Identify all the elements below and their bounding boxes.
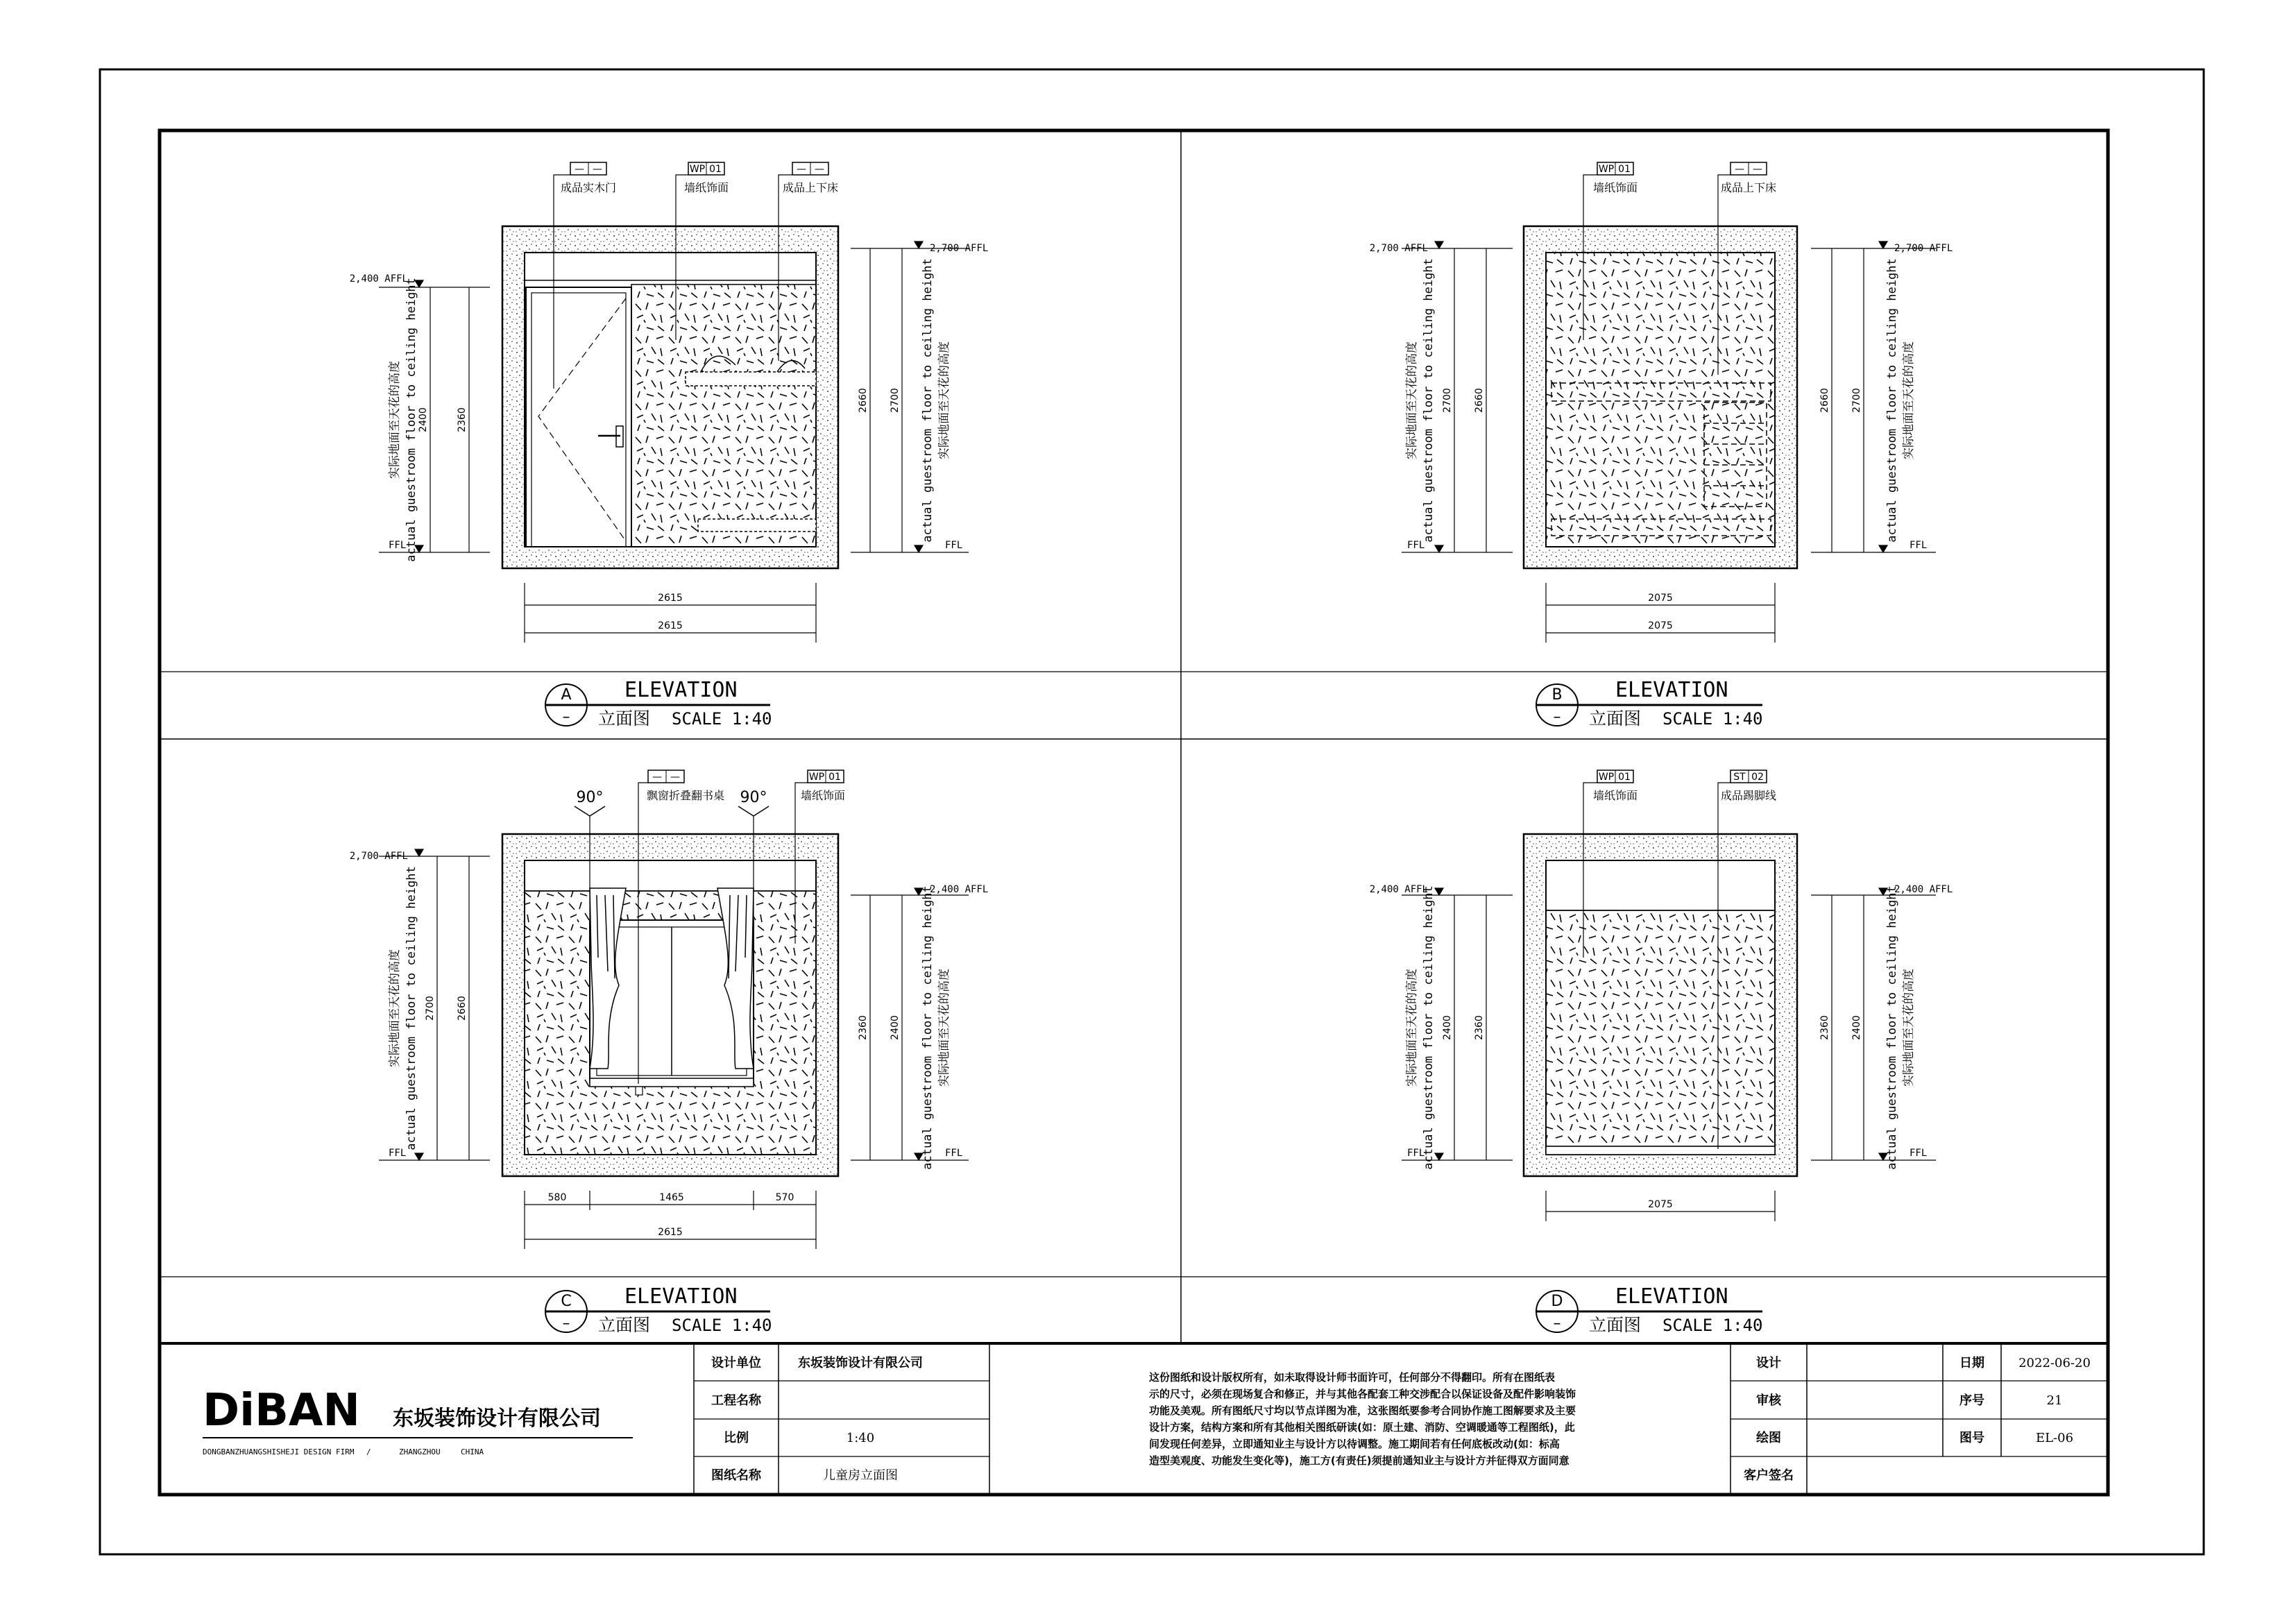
height-note-cn: 实际地面至天花的高度 xyxy=(1902,341,1916,459)
row-label: 审核 xyxy=(1756,1393,1781,1408)
elevation-heading: ELEVATION xyxy=(1615,1284,1728,1309)
tag-number: 01 xyxy=(1618,772,1631,783)
height-note-cn: 实际地面至天花的高度 xyxy=(1405,341,1419,459)
height-note-en: actual guestroom floor to ceiling height xyxy=(405,866,418,1150)
height-note-cn: 实际地面至天花的高度 xyxy=(388,361,402,479)
tag-label-skirting: 成品踢脚线 xyxy=(1720,789,1777,802)
height-note-cn: 实际地面至天花的高度 xyxy=(1902,969,1916,1087)
level-label: 2,700 AFFL xyxy=(930,243,989,254)
elevation-cn: 立面图 xyxy=(1589,1315,1642,1335)
right-dimensions xyxy=(1811,884,1953,1170)
tag-label-bunk-bed: 成品上下床 xyxy=(782,181,839,194)
ffl-label: FFL xyxy=(1910,1148,1928,1159)
row-value: 1:40 xyxy=(846,1431,875,1445)
elevation-sub: – xyxy=(562,708,570,726)
dim-height: 2700 xyxy=(1851,388,1862,413)
height-note-cn: 实际地面至天花的高度 xyxy=(937,341,951,459)
wallpaper-panel xyxy=(1546,910,1775,1146)
tag-code: WP xyxy=(689,164,706,175)
height-note-en: actual guestroom floor to ceiling height xyxy=(1422,258,1436,543)
elevation-title xyxy=(545,678,772,729)
notice-line: 设计方案，结构方案和所有其他相关图纸研读(如：原土建、消防、空调暖通等工程图纸)，此 xyxy=(1149,1421,1575,1434)
dim-height: 2660 xyxy=(858,388,869,413)
elevation-a xyxy=(350,162,989,729)
right-dimensions xyxy=(851,884,988,1170)
level-label: 2,400 AFFL xyxy=(349,273,408,284)
left-dimensions xyxy=(350,849,490,1160)
ffl-label: FFL xyxy=(389,540,407,551)
copyright-notice xyxy=(1149,1371,1576,1468)
level-label: 2,700 AFFL xyxy=(1369,243,1428,254)
elevation-d xyxy=(1370,770,1953,1335)
notice-line: 示的尺寸，必须在现场复合和修正，并与其他各配套工种交涉配合以保证设备及配件影响装饰 xyxy=(1149,1388,1576,1400)
elevation-scale: SCALE 1:40 xyxy=(672,1316,772,1335)
height-note-en: actual guestroom floor to ceiling height xyxy=(921,258,935,543)
tag-label-wallpaper: 墙纸饰面 xyxy=(683,181,729,194)
elevation-heading: ELEVATION xyxy=(624,678,738,702)
left-dimensions xyxy=(1370,241,1513,552)
elevation-sub: – xyxy=(1553,708,1561,726)
angle-label: 90° xyxy=(740,789,767,806)
dim-height: 2660 xyxy=(1474,388,1485,413)
height-note-cn: 实际地面至天花的高度 xyxy=(937,969,951,1087)
dim-height: 2360 xyxy=(858,1015,869,1040)
tag-number: — xyxy=(815,164,824,175)
angle-label: 90° xyxy=(576,789,604,806)
dim-width: 2075 xyxy=(1648,1199,1673,1210)
wallpaper-panel xyxy=(631,284,816,547)
ffl-label: FFL xyxy=(1407,540,1425,551)
dim-height: 2360 xyxy=(1819,1015,1830,1040)
elevation-sub: – xyxy=(562,1315,570,1332)
tag-label-wallpaper: 墙纸饰面 xyxy=(1592,789,1638,802)
row-label: 工程名称 xyxy=(711,1393,761,1408)
row-label: 设计单位 xyxy=(711,1356,761,1370)
dim-height: 2400 xyxy=(418,407,429,432)
left-dimensions xyxy=(350,273,490,562)
notice-line: 这份图纸和设计版权所有，如未取得设计师书面许可，任何部分不得翻印。所有在图纸表 xyxy=(1149,1371,1556,1384)
dim-height: 2660 xyxy=(457,996,468,1021)
height-note-en: actual guestroom floor to ceiling height xyxy=(1885,885,1899,1170)
dim-height: 2700 xyxy=(890,388,901,413)
height-note-cn: 实际地面至天花的高度 xyxy=(1405,969,1419,1087)
bottom-dimensions xyxy=(1546,1191,1775,1221)
row-label: 比例 xyxy=(724,1431,749,1445)
sequence-value: 21 xyxy=(2046,1393,2063,1408)
tag-number: — xyxy=(593,164,602,175)
tag-label-wallpaper: 墙纸饰面 xyxy=(800,789,846,802)
row-label: 客户签名 xyxy=(1744,1468,1794,1483)
dim-width: 2615 xyxy=(658,1227,683,1238)
level-label: 2,400 AFFL xyxy=(930,884,989,895)
company-logo-area xyxy=(203,1385,633,1456)
right-dimensions xyxy=(851,241,988,552)
dim-height: 2700 xyxy=(425,996,436,1021)
dim-width: 2615 xyxy=(658,620,683,631)
bottom-dimensions xyxy=(525,583,816,643)
right-dimensions xyxy=(1811,241,1953,552)
elevation-heading: ELEVATION xyxy=(624,1284,738,1309)
ffl-label: FFL xyxy=(1910,540,1928,551)
height-note-en: actual guestroom floor to ceiling height xyxy=(405,278,418,562)
company-city: ZHANGZHOU xyxy=(399,1447,441,1456)
wallpaper-panel xyxy=(1546,253,1775,547)
dim-width: 2075 xyxy=(1648,620,1673,631)
elevation-title xyxy=(545,1284,772,1335)
ffl-label: FFL xyxy=(945,540,963,551)
ffl-label: FFL xyxy=(1407,1148,1425,1159)
row-label: 序号 xyxy=(1959,1393,1984,1408)
tag-label-door: 成品实木门 xyxy=(560,181,617,194)
elevation-cn: 立面图 xyxy=(1589,708,1642,729)
company-slash: / xyxy=(366,1447,371,1456)
dim-height: 2360 xyxy=(1474,1015,1485,1040)
notice-line: 造型美观度、功能发生变化等)，施工方(有责任)须提前通知业主与设计方并征得双方面同意 xyxy=(1149,1454,1570,1467)
dim-width: 570 xyxy=(775,1192,794,1203)
elevation-scale: SCALE 1:40 xyxy=(1663,1316,1763,1335)
elevation-letter: B xyxy=(1551,686,1563,704)
elevation-scale: SCALE 1:40 xyxy=(1663,709,1763,729)
elevation-heading: ELEVATION xyxy=(1615,678,1728,702)
height-note-cn: 实际地面至天花的高度 xyxy=(388,949,402,1067)
dim-height: 2400 xyxy=(890,1015,901,1040)
row-value: 儿童房立面图 xyxy=(823,1468,898,1483)
elevation-letter: C xyxy=(561,1293,572,1310)
tag-code: ST xyxy=(1733,772,1746,783)
elevation-sub: – xyxy=(1553,1315,1561,1332)
height-note-en: actual guestroom floor to ceiling height xyxy=(1885,258,1899,543)
dim-height: 2400 xyxy=(1442,1015,1453,1040)
drawing-number-value: EL-06 xyxy=(2035,1431,2074,1445)
level-label: 2,400 AFFL xyxy=(1369,884,1428,895)
company-name-en: DONGBANZHUANGSHISHEJI DESIGN FIRM xyxy=(203,1447,355,1456)
elevation-cn: 立面图 xyxy=(598,708,651,729)
tag-code: WP xyxy=(1598,164,1615,175)
row-label: 图纸名称 xyxy=(711,1468,761,1483)
title-block xyxy=(203,1343,2108,1495)
level-label: 2,700 AFFL xyxy=(349,851,408,862)
tag-number: 01 xyxy=(1618,164,1631,175)
elevation-cn: 立面图 xyxy=(598,1315,651,1335)
notice-line: 功能及美观。所有图纸尺寸均以节点详图为准，这张图纸要参考合同协作施工图解要求及主要 xyxy=(1149,1404,1576,1417)
company-name-cn: 东坂装饰设计有限公司 xyxy=(393,1407,601,1431)
dim-width: 2075 xyxy=(1648,593,1673,604)
height-note-en: actual guestroom floor to ceiling height xyxy=(921,885,935,1170)
tag-code: — xyxy=(797,164,806,175)
dim-height: 2660 xyxy=(1819,388,1830,413)
elevation-letter: A xyxy=(561,686,572,704)
row-label: 绘图 xyxy=(1756,1431,1781,1445)
tag-code: WP xyxy=(1598,772,1615,783)
tag-number: 01 xyxy=(828,772,841,783)
tag-label-desk: 飘窗折叠翻书桌 xyxy=(646,789,725,802)
bottom-dimensions xyxy=(1546,583,1775,643)
dim-height: 2360 xyxy=(457,407,468,432)
elevation-title xyxy=(1536,1284,1763,1335)
level-label: 2,700 AFFL xyxy=(1894,243,1953,254)
row-label: 日期 xyxy=(1959,1356,1984,1370)
company-country: CHINA xyxy=(461,1447,484,1456)
elevation-c xyxy=(350,770,989,1335)
row-value: 东坂装饰设计有限公司 xyxy=(798,1356,923,1370)
ffl-label: FFL xyxy=(945,1148,963,1159)
wooden-door xyxy=(526,287,631,547)
dim-height: 2700 xyxy=(1442,388,1453,413)
skirting-board xyxy=(1546,1146,1775,1155)
tag-number: 02 xyxy=(1751,772,1764,783)
tag-code: WP xyxy=(808,772,825,783)
elevation-title xyxy=(1536,678,1763,729)
tag-label-bunk-bed: 成品上下床 xyxy=(1720,181,1777,194)
dim-height: 2400 xyxy=(1851,1015,1862,1040)
tag-number: — xyxy=(1753,164,1762,175)
left-dimensions xyxy=(1370,884,1513,1170)
tag-number: — xyxy=(670,772,680,783)
ffl-label: FFL xyxy=(389,1148,407,1159)
bottom-dimensions xyxy=(525,1191,816,1249)
tag-label-wallpaper: 墙纸饰面 xyxy=(1592,181,1638,194)
level-label: 2,400 AFFL xyxy=(1894,884,1953,895)
elevation-b xyxy=(1370,162,1953,729)
elevation-letter: D xyxy=(1551,1293,1563,1310)
dim-width: 1465 xyxy=(659,1192,684,1203)
tag-number: 01 xyxy=(709,164,722,175)
height-note-en: actual guestroom floor to ceiling height xyxy=(1422,885,1436,1170)
dim-width: 2615 xyxy=(658,593,683,604)
elevation-scale: SCALE 1:40 xyxy=(672,709,772,729)
dim-width: 580 xyxy=(547,1192,567,1203)
tag-code: — xyxy=(1735,164,1744,175)
row-label: 设计 xyxy=(1756,1356,1781,1370)
date-value: 2022-06-20 xyxy=(2018,1356,2091,1370)
tag-code: — xyxy=(652,772,662,783)
tag-code: — xyxy=(575,164,584,175)
notice-line: 间发现任何差异，立即通知业主与设计方以待调整。施工期间若有任何底板改动(如：标高 xyxy=(1149,1438,1560,1450)
row-label: 图号 xyxy=(1959,1431,1984,1445)
sheet-inner-border xyxy=(160,130,2108,1495)
logo-wordmark: DiBAN xyxy=(203,1385,360,1436)
